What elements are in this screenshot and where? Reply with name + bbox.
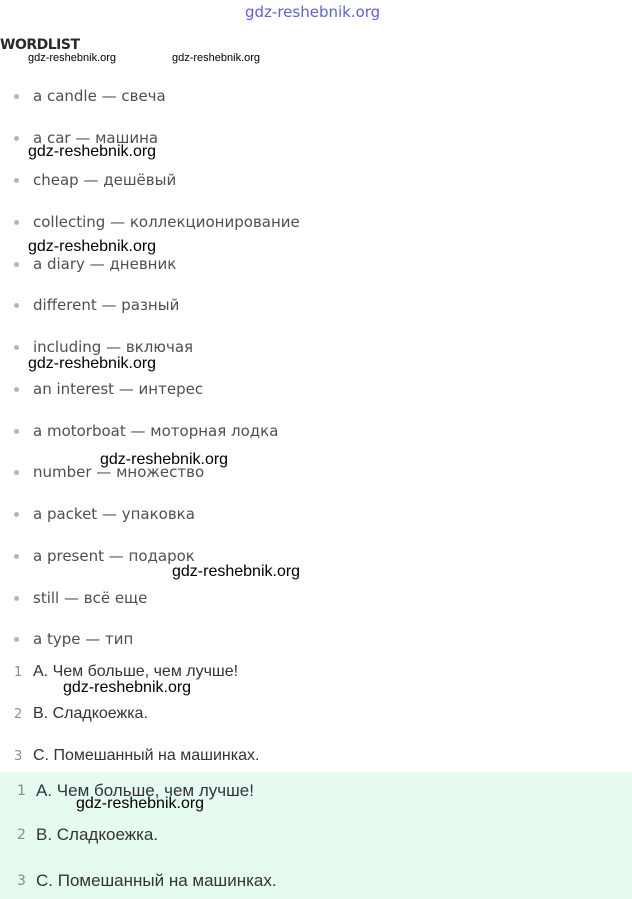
watermark: gdz-reshebnik.org	[76, 795, 205, 812]
answer-number: 1	[17, 783, 26, 799]
watermark: gdz-reshebnik.org	[172, 563, 301, 580]
word-entry: collecting — коллекционирование	[33, 213, 300, 231]
list-item	[14, 170, 176, 190]
bullet-icon	[14, 345, 19, 350]
watermark-top: gdz-reshebnik.org	[245, 3, 381, 21]
bullet-icon	[14, 470, 19, 475]
watermark: gdz-reshebnik.org	[63, 679, 192, 696]
watermark: gdz-reshebnik.org	[28, 355, 157, 372]
word-entry: number — множество	[33, 463, 205, 481]
answer-number: 3	[17, 873, 26, 889]
answer-number: 1	[14, 664, 23, 680]
word-entry: an interest — интерес	[33, 380, 204, 398]
highlighted-answers-box	[0, 772, 632, 899]
bullet-icon	[14, 136, 19, 141]
bullet-icon	[14, 303, 19, 308]
word-entry: different — разный	[33, 296, 180, 314]
answer-text: B. Сладкоежка.	[36, 825, 159, 844]
bullet-icon	[14, 596, 19, 601]
list-item	[14, 546, 195, 566]
bullet-icon	[14, 637, 19, 642]
answer-text: B. Сладкоежка.	[33, 705, 148, 722]
watermark: gdz-reshebnik.org	[172, 52, 261, 64]
answer-text: C. Помешанный на машинках.	[36, 871, 277, 890]
list-item	[14, 254, 176, 274]
list-item	[14, 337, 193, 357]
word-entry: a motorboat — моторная лодка	[33, 422, 279, 440]
answer-number: 3	[14, 748, 23, 764]
word-entry: still — всё еще	[33, 589, 148, 607]
watermark: gdz-reshebnik.org	[28, 238, 157, 255]
watermark: gdz-reshebnik.org	[100, 451, 229, 468]
list-item	[14, 588, 147, 608]
answer-number: 2	[14, 706, 23, 722]
bullet-icon	[14, 429, 19, 434]
watermark: gdz-reshebnik.org	[28, 143, 157, 160]
bullet-icon	[14, 220, 19, 225]
word-entry: cheap — дешёвый	[33, 171, 177, 189]
bullet-icon	[14, 387, 19, 392]
answer-text: A. Чем больше, чем лучше!	[36, 781, 254, 800]
list-item	[14, 295, 179, 315]
answer-row	[17, 824, 158, 846]
answer-row	[17, 870, 277, 892]
bullet-icon	[14, 554, 19, 559]
watermark: gdz-reshebnik.org	[28, 52, 117, 64]
bullet-icon	[14, 178, 19, 183]
bullet-icon	[14, 94, 19, 99]
list-item	[14, 379, 203, 399]
bullet-icon	[14, 512, 19, 517]
answer-text: A. Чем больше, чем лучше!	[33, 663, 239, 680]
word-entry: including — включая	[33, 338, 194, 356]
word-entry: a type — тип	[33, 630, 134, 648]
word-entry: a present — подарок	[33, 547, 195, 565]
word-entry: a candle — свеча	[33, 87, 166, 105]
list-item	[14, 212, 300, 232]
answer-row	[14, 703, 148, 725]
page-title: WORDLIST	[0, 37, 80, 53]
word-entry: a packet — упаковка	[33, 505, 195, 523]
answer-text: C. Помешанный на машинках.	[33, 747, 260, 764]
word-entry: a car — машина	[33, 129, 159, 147]
list-item	[14, 86, 166, 106]
bullet-icon	[14, 262, 19, 267]
answer-row	[14, 745, 259, 767]
list-item	[14, 629, 133, 649]
list-item	[14, 421, 278, 441]
list-item	[14, 504, 195, 524]
answer-number: 2	[17, 827, 26, 843]
word-entry: a diary — дневник	[33, 255, 177, 273]
